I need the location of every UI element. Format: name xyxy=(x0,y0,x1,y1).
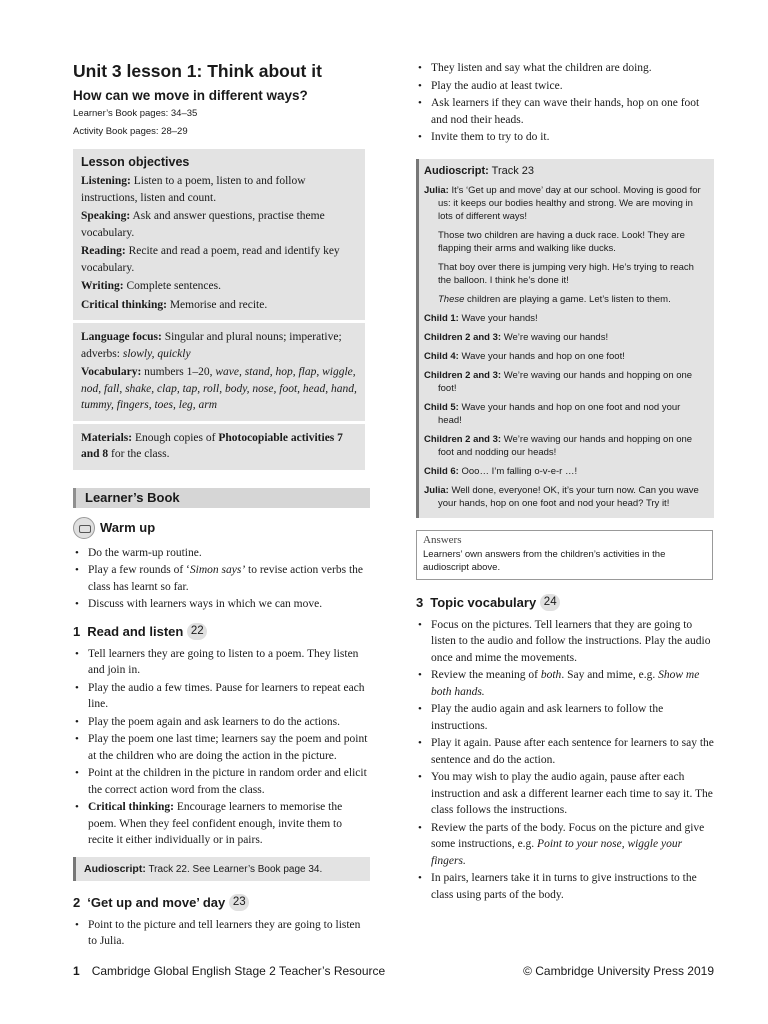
list-item: • Play the poem one last time; learners say the poem and point at the children who are doing the action in the picture. xyxy=(73,731,370,764)
section-2-heading: 2 ‘Get up and move’ day 23 xyxy=(73,894,370,911)
audioscript-track-23 xyxy=(416,159,714,518)
page-subtitle: How can we move in different ways? xyxy=(73,88,308,103)
page-title: Unit 3 lesson 1: Think about it xyxy=(73,61,322,81)
section-3-list xyxy=(416,617,714,904)
script-line: Julia: Well done, everyone! OK, it’s your turn now. Can you wave your hands, hop on one foot and nod your head? Try it! xyxy=(424,484,699,509)
list-item: • Play the audio at least twice. xyxy=(416,78,714,95)
materials: Materials: Enough copies of Photocopiable activities 7 and 8 for the class. xyxy=(81,431,343,460)
script-line: Julia: It’s ‘Get up and move’ day at our school. Moving is good for us: it keeps our bodies healthy and strong. We are moving in lots of different ways! xyxy=(424,184,701,222)
track-24-icon: 24 xyxy=(540,594,560,611)
list-item: • Play the poem again and ask learners to do the actions. xyxy=(73,714,370,731)
list-item: • Play the audio again and ask learners to follow the instructions. xyxy=(416,701,714,734)
script-line: Child 4: Wave your hands and hop on one foot! xyxy=(424,350,625,362)
list-item: • Play the audio a few times. Pause for learners to repeat each line. xyxy=(73,680,370,713)
list-item: • Point at the children in the picture in random order and elicit the correct action word from the class. xyxy=(73,765,370,798)
list-item: • Do the warm-up routine. xyxy=(73,545,370,562)
script-line: Child 1: Wave your hands! xyxy=(424,312,538,324)
objective-writing: Writing: Complete sentences. xyxy=(81,280,221,292)
list-item: • Ask learners if they can wave their hands, hop on one foot and nod their heads. xyxy=(416,95,714,128)
objective-speaking: Speaking: Ask and answer questions, practise theme vocabulary. xyxy=(81,210,325,239)
list-item: • Review the parts of the body. Focus on the picture and give some instructions, e.g. Point to your nose, wiggle your fingers. xyxy=(416,820,714,870)
copyright: © Cambridge University Press 2019 xyxy=(523,964,714,978)
warm-up-icon xyxy=(73,517,95,539)
objectives-skills xyxy=(73,149,365,320)
warm-up-list xyxy=(73,545,370,613)
objective-critical-thinking: Critical thinking: Memorise and recite. xyxy=(81,298,268,311)
learners-book-heading: Learner’s Book xyxy=(73,488,370,508)
section-1-list xyxy=(73,646,370,849)
script-line: Children 2 and 3: We’re waving our hands! xyxy=(424,331,609,343)
script-paragraph: That boy over there is jumping very high. He’s trying to reach the balloon. I think he’s done it! xyxy=(438,261,694,286)
warm-up-title: Warm up xyxy=(100,520,156,535)
answers-title: Answers xyxy=(423,533,462,546)
list-item: • You may wish to play the audio again, pause after each instruction and ask a different learner each time to say it. The class follows the instructions. xyxy=(416,769,714,819)
answers-box xyxy=(416,530,713,580)
script-line: Children 2 and 3: We’re waving our hands and hopping on one foot and nodding our heads! xyxy=(424,433,693,458)
objectives-language xyxy=(73,323,365,421)
left-column xyxy=(73,60,370,951)
objectives-materials xyxy=(73,424,365,470)
audioscript-track-22: Audioscript: Track 22. See Learner’s Book page 34. xyxy=(73,857,370,881)
list-item: • Play a few rounds of ‘Simon says’ to revise action verbs the class has learnt so far. xyxy=(73,562,370,595)
right-column xyxy=(416,60,714,904)
script-paragraph: These children are playing a game. Let’s listen to them. xyxy=(438,293,671,305)
list-item: • Point to the picture and tell learners they are going to listen to Julia. xyxy=(73,917,370,950)
track-22-icon: 22 xyxy=(187,623,207,640)
track-23-icon: 23 xyxy=(229,894,249,911)
list-item: • Tell learners they are going to listen to a poem. They listen and join in. xyxy=(73,646,370,679)
objective-reading: Reading: Recite and read a poem, read and identify key vocabulary. xyxy=(81,245,340,274)
section-1-heading: 1 Read and listen 22 xyxy=(73,623,370,640)
script-line: Child 6: Ooo… I’m falling o-v-e-r …! xyxy=(424,465,578,477)
list-item: • Focus on the pictures. Tell learners that they are going to listen to the audio and follow the instructions. Play the audio once and mime the movements. xyxy=(416,617,714,667)
warm-up-heading xyxy=(73,517,370,539)
list-item: • Discuss with learners ways in which we can move. xyxy=(73,596,370,613)
book-title: Cambridge Global English Stage 2 Teacher’s Resource xyxy=(91,964,386,978)
vocabulary: Vocabulary: numbers 1–20, wave, stand, hop, flap, wiggle, nod, fall, shake, clap, tap, roll, body, nose, foot, head, hand, tummy, fingers, toes, leg, arm xyxy=(81,366,357,411)
list-item: • Play it again. Pause after each sentence for learners to say the sentence and do the action. xyxy=(416,735,714,768)
lesson-objectives-box xyxy=(73,149,365,470)
list-item: • Review the meaning of both. Say and mime, e.g. Show me both hands. xyxy=(416,667,714,700)
learners-book-pages: Learner’s Book pages: 34–35 xyxy=(73,108,198,119)
page-number: 1 xyxy=(73,964,80,978)
list-item: • Invite them to try to do it. xyxy=(416,129,714,146)
section-2-list-left xyxy=(73,917,370,950)
objectives-heading: Lesson objectives xyxy=(81,155,190,169)
page-footer xyxy=(73,964,714,978)
activity-book-pages: Activity Book pages: 28–29 xyxy=(73,126,188,137)
list-item: • They listen and say what the children are doing. xyxy=(416,60,714,77)
list-item: • Critical thinking: Encourage learners to memorise the poem. When they feel confident enough, invite them to recite it either individually or in pairs. xyxy=(73,799,370,849)
objective-listening: Listening: Listen to a poem, listen to and follow instructions, listen and count. xyxy=(81,175,306,204)
answers-body: Learners’ own answers from the children’s activities in the audioscript above. xyxy=(423,548,666,573)
language-focus: Language focus: Singular and plural nouns; imperative; adverbs: slowly, quickly xyxy=(81,331,342,360)
section-3-heading: 3 Topic vocabulary 24 xyxy=(416,594,714,611)
script-line: Child 5: Wave your hands and hop on one foot and nod your head! xyxy=(424,401,681,426)
script-line: Children 2 and 3: We’re waving our hands and hopping on one foot! xyxy=(424,369,693,394)
list-item: • In pairs, learners take it in turns to give instructions to the class using parts of the body. xyxy=(416,870,714,903)
section-2-list-right xyxy=(416,60,714,146)
script-paragraph: Those two children are having a duck race. Look! They are flapping their arms and walking like ducks. xyxy=(438,229,685,254)
footer-left xyxy=(73,964,385,978)
audioscript-title: Audioscript: Track 23 xyxy=(424,164,535,177)
